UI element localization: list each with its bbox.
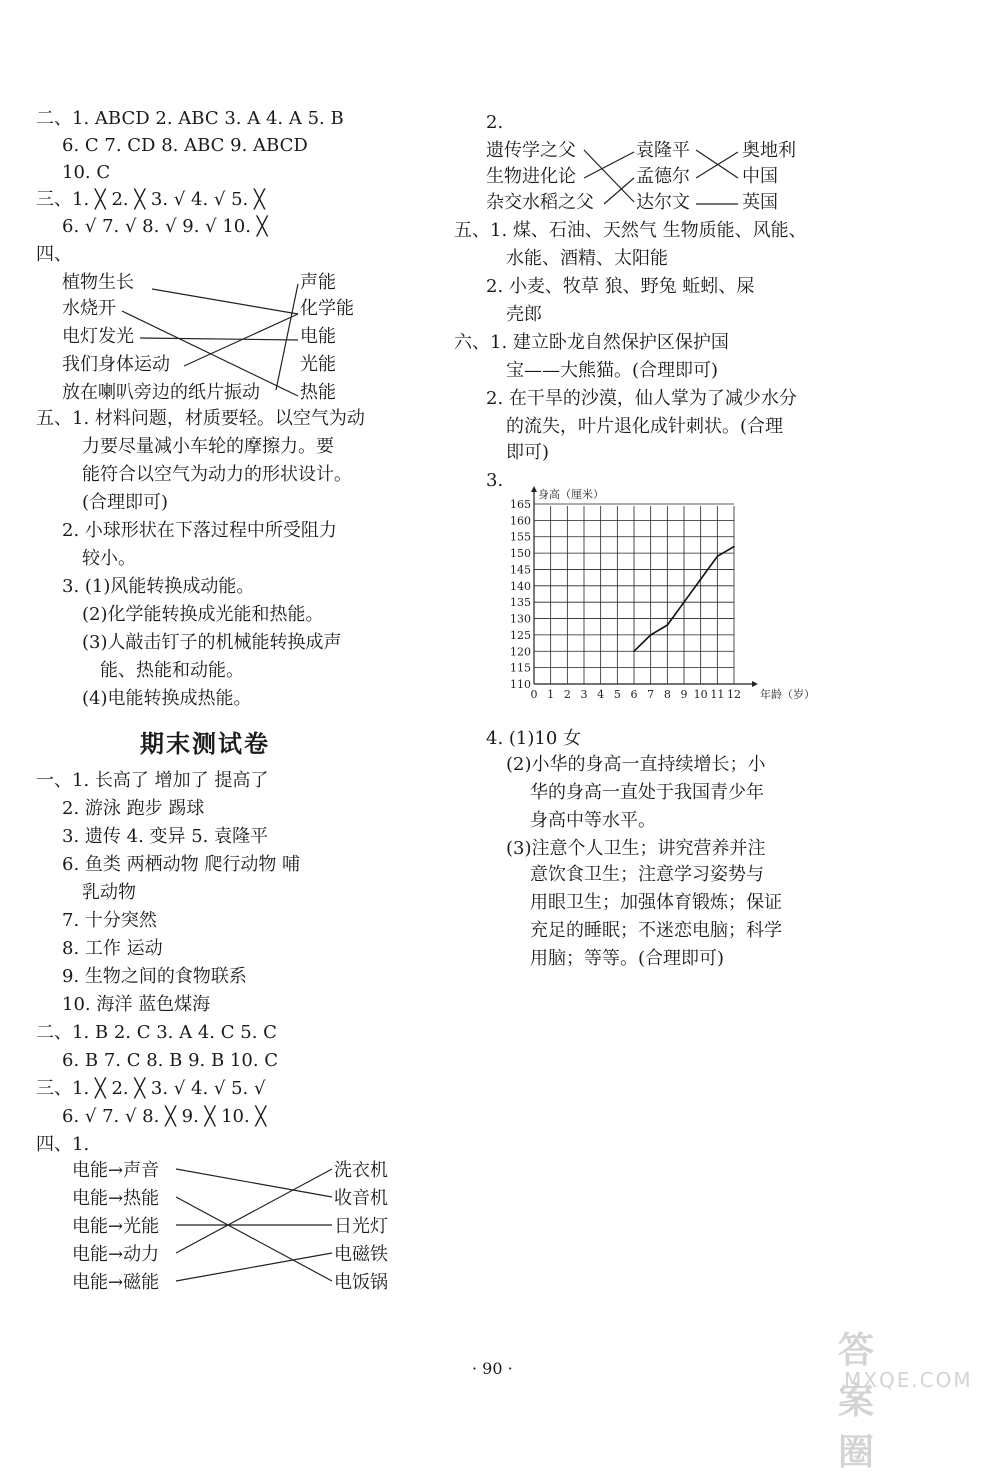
match-left-item: 电能→热能 bbox=[72, 1188, 160, 1209]
match-col2-item: 孟德尔 bbox=[636, 166, 690, 187]
match-right-item: 电能 bbox=[300, 326, 336, 347]
match-left-item: 水烧开 bbox=[62, 298, 116, 319]
watermark-logo: 答案圈 bbox=[838, 1330, 879, 1473]
x-tick-label: 5 bbox=[613, 688, 621, 701]
answer-line: 10. C bbox=[62, 162, 111, 183]
x-tick-label: 6 bbox=[630, 688, 638, 701]
match-left-item: 电能→动力 bbox=[72, 1244, 160, 1265]
match-left-item: 植物生长 bbox=[62, 272, 134, 293]
answer-line: 五、1. 煤、石油、天然气 生物质能、风能、 bbox=[454, 220, 807, 241]
y-tick-label: 150 bbox=[510, 547, 531, 561]
answer-line: (2)化学能转换成光能和热能。 bbox=[82, 604, 324, 625]
y-tick-label: 165 bbox=[510, 498, 531, 511]
match-line bbox=[584, 150, 634, 202]
match-line bbox=[276, 284, 298, 390]
match-col3-item: 奥地利 bbox=[742, 140, 796, 161]
answer-line: 2. 小球形状在下落过程中所受阻力 bbox=[62, 520, 337, 541]
final-exam-title: 期末测试卷 bbox=[140, 729, 270, 758]
match-line bbox=[152, 289, 298, 314]
match-right-item: 收音机 bbox=[334, 1188, 388, 1209]
answer-line: 华的身高一直处于我国青少年 bbox=[530, 782, 764, 803]
answer-line: 力要尽量减小车轮的摩擦力。要 bbox=[82, 436, 334, 457]
answer-line: 宝——大熊猫。(合理即可) bbox=[506, 360, 719, 381]
answer-line: 10. 海洋 蓝色煤海 bbox=[62, 994, 211, 1015]
x-tick-label: 12 bbox=[727, 688, 741, 701]
answer-line: 用脑；等等。(合理即可) bbox=[530, 948, 725, 969]
y-tick-label: 110 bbox=[510, 678, 531, 691]
answer-line: 三、1. ╳ 2. ╳ 3. √ 4. √ 5. ╳ bbox=[36, 189, 265, 210]
match-col2-item: 达尔文 bbox=[636, 192, 690, 213]
answer-line: 水能、酒精、太阳能 bbox=[506, 248, 668, 269]
answer-line: 乳动物 bbox=[82, 882, 136, 903]
answer-line: 用眼卫生；加强体育锻炼；保证 bbox=[530, 892, 782, 913]
answer-line: 五、1. 材料问题，材质要轻。以空气为动 bbox=[36, 408, 365, 429]
answer-line: 9. 生物之间的食物联系 bbox=[62, 966, 247, 987]
answer-line: 较小。 bbox=[82, 548, 136, 569]
match-right-item: 电饭锅 bbox=[334, 1272, 388, 1293]
answer-line: (合理即可) bbox=[82, 492, 169, 513]
x-tick-label: 0 bbox=[530, 688, 538, 701]
answer-line: 6. B 7. C 8. B 9. B 10. C bbox=[62, 1050, 279, 1071]
y-axis-label: 身高（厘米） bbox=[538, 488, 604, 501]
x-tick-label: 2 bbox=[563, 688, 571, 701]
answer-line: 4. (1)10 女 bbox=[486, 728, 582, 749]
match-line bbox=[176, 1169, 332, 1197]
match-col3-item: 英国 bbox=[742, 192, 778, 213]
match-line bbox=[584, 152, 634, 178]
y-tick-label: 145 bbox=[510, 563, 531, 577]
match-col1-item: 生物进化论 bbox=[486, 166, 576, 187]
answer-line: 3. 遗传 4. 变异 5. 袁隆平 bbox=[62, 826, 269, 847]
y-tick-label: 115 bbox=[510, 661, 531, 675]
answer-line: 3. (1)风能转换成动能。 bbox=[62, 576, 255, 597]
answer-line: 6. 鱼类 两栖动物 爬行动物 哺 bbox=[62, 854, 301, 875]
answer-line: 7. 十分突然 bbox=[62, 910, 157, 931]
watermark-url: MXQE.COM bbox=[844, 1368, 973, 1392]
match-right-item: 洗衣机 bbox=[334, 1160, 388, 1181]
y-tick-label: 120 bbox=[510, 645, 531, 659]
y-tick-label: 130 bbox=[510, 612, 531, 626]
x-tick-label: 8 bbox=[663, 688, 671, 701]
answer-line: 的流失，叶片退化成针刺状。(合理 bbox=[506, 416, 784, 437]
y-tick-label: 135 bbox=[510, 596, 531, 610]
y-tick-label: 160 bbox=[510, 514, 531, 528]
answer-line: 二、1. B 2. C 3. A 4. C 5. C bbox=[36, 1022, 277, 1043]
answer-line: 2. 小麦、牧草 狼、野兔 蚯蚓、屎 bbox=[486, 276, 755, 297]
match-col1-item: 遗传学之父 bbox=[486, 140, 576, 161]
match-line bbox=[176, 1253, 332, 1281]
x-tick-label: 4 bbox=[597, 688, 605, 701]
y-tick-label: 155 bbox=[510, 530, 531, 544]
match-line bbox=[604, 178, 634, 204]
match-col3-item: 中国 bbox=[742, 166, 778, 187]
answer-line: (2)小华的身高一直持续增长；小 bbox=[506, 754, 766, 775]
answer-line: 壳郎 bbox=[506, 304, 542, 325]
match-line bbox=[176, 1169, 332, 1253]
match-right-item: 热能 bbox=[300, 382, 336, 403]
x-tick-label: 7 bbox=[647, 688, 655, 701]
answer-line: (3)注意个人卫生；讲究营养并注 bbox=[506, 838, 766, 859]
x-tick-label: 3 bbox=[580, 688, 588, 701]
x-tick-label: 11 bbox=[710, 688, 725, 701]
y-tick-label: 140 bbox=[510, 579, 531, 593]
answer-line: 6. √ 7. √ 8. √ 9. √ 10. ╳ bbox=[62, 216, 268, 237]
match-right-item: 光能 bbox=[300, 354, 336, 375]
answer-line: 能符合以空气为动力的形状设计。 bbox=[82, 464, 352, 485]
answer-line: 即可) bbox=[506, 442, 550, 463]
answer-line: 2. 游泳 跑步 踢球 bbox=[62, 798, 205, 819]
answer-line: 一、1. 长高了 增加了 提高了 bbox=[36, 770, 269, 791]
answer-line: 2. 在干旱的沙漠，仙人掌为了减少水分 bbox=[486, 388, 797, 409]
answer-line: 身高中等水平。 bbox=[530, 810, 656, 831]
answer-line: (4)电能转换成热能。 bbox=[82, 688, 252, 709]
match-left-item: 放在喇叭旁边的纸片振动 bbox=[62, 382, 260, 403]
match-col1-item: 杂交水稻之父 bbox=[486, 192, 594, 213]
x-axis-label: 年龄（岁） bbox=[760, 688, 815, 701]
match-right-item: 声能 bbox=[300, 272, 336, 293]
section-label: 四、1. bbox=[36, 1134, 90, 1155]
answer-line: 六、1. 建立卧龙自然保护区保护国 bbox=[454, 332, 729, 353]
answer-line: 三、1. ╳ 2. ╳ 3. √ 4. √ 5. √ bbox=[36, 1078, 266, 1099]
match-left-item: 电灯发光 bbox=[62, 326, 134, 347]
match-col2-item: 袁隆平 bbox=[636, 140, 690, 161]
match-left-item: 电能→磁能 bbox=[72, 1272, 160, 1293]
match-left-item: 电能→光能 bbox=[72, 1216, 160, 1237]
x-tick-label: 9 bbox=[680, 688, 688, 701]
x-tick-label: 1 bbox=[547, 688, 555, 701]
answer-line: 二、1. ABCD 2. ABC 3. A 4. A 5. B bbox=[36, 108, 344, 129]
answer-line: 8. 工作 运动 bbox=[62, 938, 163, 959]
section-label: 四、 bbox=[36, 244, 72, 265]
answer-line: 6. √ 7. √ 8. ╳ 9. ╳ 10. ╳ bbox=[62, 1106, 267, 1127]
question-label: 2. bbox=[486, 112, 504, 133]
match-right-item: 日光灯 bbox=[334, 1216, 388, 1237]
match-line bbox=[140, 338, 298, 340]
match-right-item: 化学能 bbox=[300, 298, 354, 319]
match-left-item: 我们身体运动 bbox=[62, 354, 170, 375]
answer-line: 3. bbox=[486, 470, 504, 491]
match-right-item: 电磁铁 bbox=[334, 1244, 388, 1265]
page-number: · 90 · bbox=[472, 1359, 513, 1378]
answer-line: 充足的睡眠；不迷恋电脑；科学 bbox=[530, 920, 782, 941]
y-tick-label: 125 bbox=[510, 628, 531, 642]
answer-line: 6. C 7. CD 8. ABC 9. ABCD bbox=[62, 135, 308, 156]
answer-line: (3)人敲击钉子的机械能转换成声 bbox=[82, 632, 342, 653]
answer-line: 意饮食卫生；注意学习姿势与 bbox=[530, 864, 764, 885]
x-tick-label: 10 bbox=[693, 688, 708, 701]
answer-line: 能、热能和动能。 bbox=[100, 660, 244, 681]
match-line bbox=[176, 1197, 332, 1281]
match-left-item: 电能→声音 bbox=[72, 1160, 160, 1181]
